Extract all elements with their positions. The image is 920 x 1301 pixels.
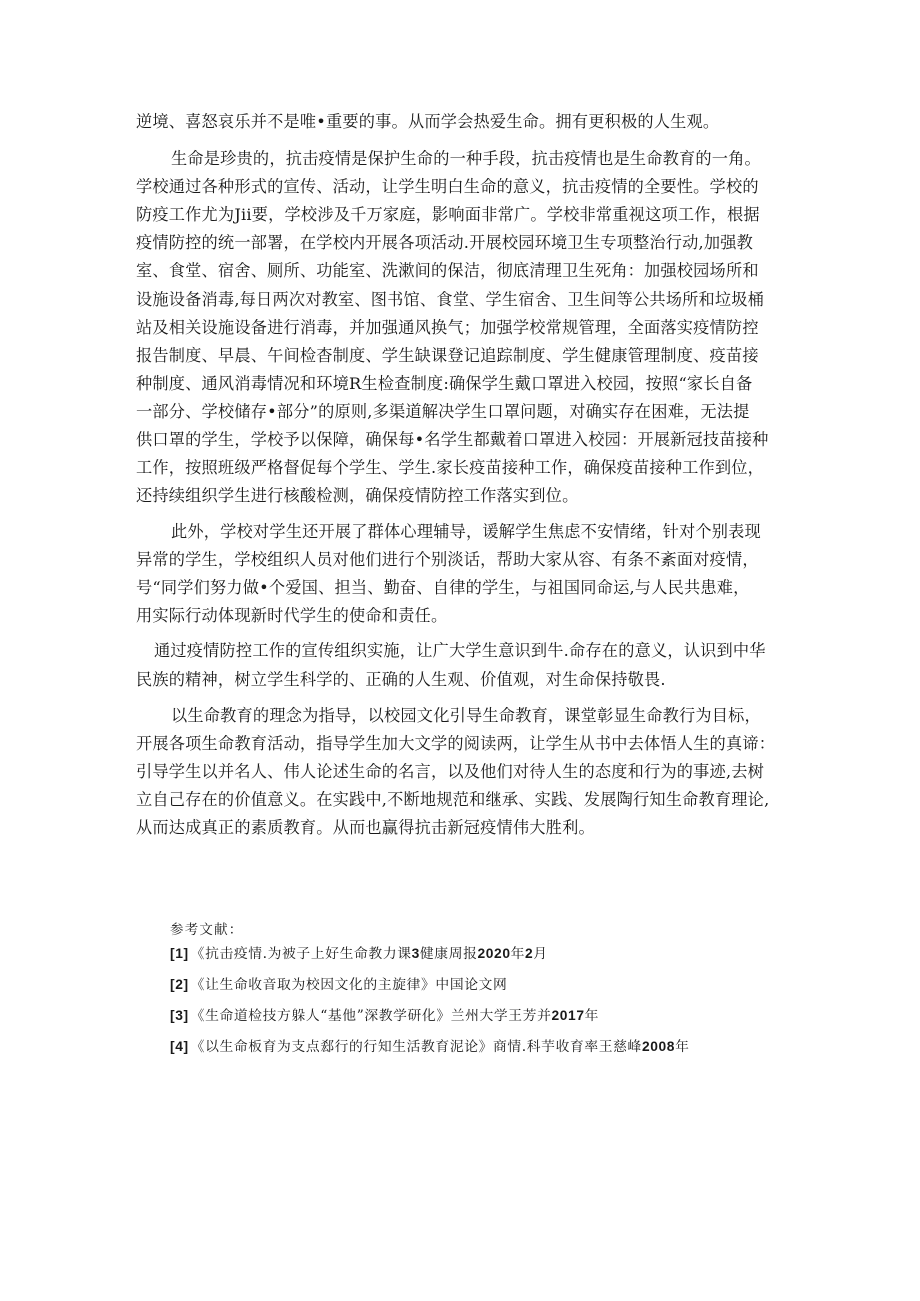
references-heading: 参考文献： bbox=[170, 922, 244, 938]
reference-item bbox=[170, 945, 548, 963]
reference-source: 健康周报 bbox=[419, 946, 478, 962]
body-line: 学校通过各种形式的宣传、活动，让学生明白生命的意义，抗击疫情的全要性。学校的 bbox=[136, 177, 759, 196]
reference-text: 《让生命收音取为校因文化的主旋律》中国论文网 bbox=[190, 977, 508, 993]
body-line: 工作，按照班级严格督促每个学生、学生.家长疫苗接种工作，确保疫苗接种工作到位， bbox=[136, 458, 765, 477]
reference-year: 2017 bbox=[551, 1008, 585, 1023]
body-line: 引导学生以并名人、伟人论述生命的名言，以及他们对待人生的态度和行为的事迹,去树 bbox=[136, 762, 765, 781]
reference-item bbox=[170, 1038, 689, 1056]
body-line: 生命是珍贵的，抗击疫情是保护生命的一种手段，抗击疫情也是生命教育的一角。 bbox=[171, 149, 761, 168]
body-line: 室、食堂、宿舍、厕所、功能室、洗漱间的保洁，彻底清理卫生死角：加强校园场所和 bbox=[136, 261, 759, 280]
body-line: 开展各项生命教育活动，指导学生加大文学的阅读两，让学生从书中去体悟人生的真谛： bbox=[136, 734, 776, 753]
reference-text: 《抗击疫情.为被子上好生命教力课 bbox=[190, 946, 412, 962]
body-line: 逆境、喜怒哀乐并不是唯•重要的事。从而学会热爱生命。拥有更积极的人生观。 bbox=[136, 112, 720, 131]
body-line: 种制度、通风消毒情况和环境R生检查制度:确保学生戴口罩进入校园，按照“家长自备 bbox=[136, 374, 753, 393]
reference-text: 《生命道检技方躲人“基他”深教学研化》兰州大学王芳并 bbox=[190, 1008, 552, 1024]
reference-year: 2008 bbox=[641, 1039, 676, 1054]
body-line: 报告制度、早晨、午间检杳制度、学生缺课登记追踪制度、学生健康管理制度、疫苗接 bbox=[136, 346, 759, 365]
body-line: 立自己存在的价值意义。在实践中,不断地规范和继承、实践、发展陶行知生命教育理论, bbox=[136, 790, 770, 809]
reference-number: [1] bbox=[170, 946, 189, 961]
reference-number: [2] bbox=[170, 977, 189, 992]
body-line: 通过疫情防控工作的宣传组织实施，让广大学生意识到牛.命存在的意义，认识到中华 bbox=[154, 641, 766, 660]
reference-year-unit: 年 bbox=[675, 1039, 690, 1055]
body-line: 从而达成真正的素质教育。从而也赢得抗击新冠疫情伟大胜利。 bbox=[136, 818, 595, 837]
body-line: 异常的学生，学校组织人员对他们进行个别淡话，帮助大家从容、有条不紊面对疫情， bbox=[136, 550, 759, 569]
reference-year-unit: 年 bbox=[510, 946, 525, 962]
reference-year: 2020 bbox=[477, 946, 511, 961]
body-line: 疫情防控的统一部署，在学校内开展各项活动.开展校园环境卫生专项整治行动,加强教 bbox=[136, 233, 754, 252]
reference-item bbox=[170, 1007, 599, 1025]
reference-month: 2 bbox=[525, 946, 534, 961]
body-line: 供口罩的学生，学校予以保障，确保每•名学生都戴着口罩进入校园：开展新冠技苗接种 bbox=[136, 430, 769, 449]
reference-text: 《以生命板育为支点郄行的行知生活教育泥论》商情.科芋收育率王慈峰 bbox=[190, 1039, 642, 1055]
reference-number: [4] bbox=[170, 1039, 189, 1054]
reference-month-unit: 月 bbox=[533, 946, 548, 962]
body-line: 设施设备消毒,每日两次对教室、图书馆、食堂、学生宿舍、卫生间等公共场所和垃圾桶 bbox=[136, 290, 765, 309]
body-line: 一部分、学校储存•部分”的原则,多渠道解决学生口罩问题，对确实存在困难，无法提 bbox=[136, 402, 750, 421]
body-line: 此外，学校对学生还开展了群体心理辅导，谖解学生焦虑不安情绪，针对个别表现 bbox=[171, 522, 761, 541]
reference-number: [3] bbox=[170, 1008, 189, 1023]
body-line: 还持续组织学生进行核酸检测，确保疫情防控工作落实到位。 bbox=[136, 486, 579, 505]
body-line: 站及相关设施设备进行消毒，并加强通风换气；加强学校常规管理，全面落实疫情防控 bbox=[136, 318, 759, 337]
reference-item bbox=[170, 976, 507, 994]
body-line: 用实际行动体现新时代学生的使命和责任。 bbox=[136, 606, 448, 625]
body-line: 号“同学们努力做•个爱国、担当、勤奋、自律的学生，与祖国同命运,与人民共患难， bbox=[136, 578, 750, 597]
body-line: 防疫工作尤为Jii要，学校涉及千万家庭，影响面非常广。学校非常重视这项工作，根据 bbox=[136, 205, 760, 224]
reference-issue: 3 bbox=[411, 946, 420, 961]
body-line: 以生命教育的理念为指导，以校园文化引导生命教育，课堂彰显生命教行为目标， bbox=[171, 706, 761, 725]
reference-year-unit: 年 bbox=[584, 1008, 600, 1024]
body-line: 民族的精神，树立学生科学的、正确的人生观、价值观，对生命保持敬畏. bbox=[136, 670, 666, 689]
